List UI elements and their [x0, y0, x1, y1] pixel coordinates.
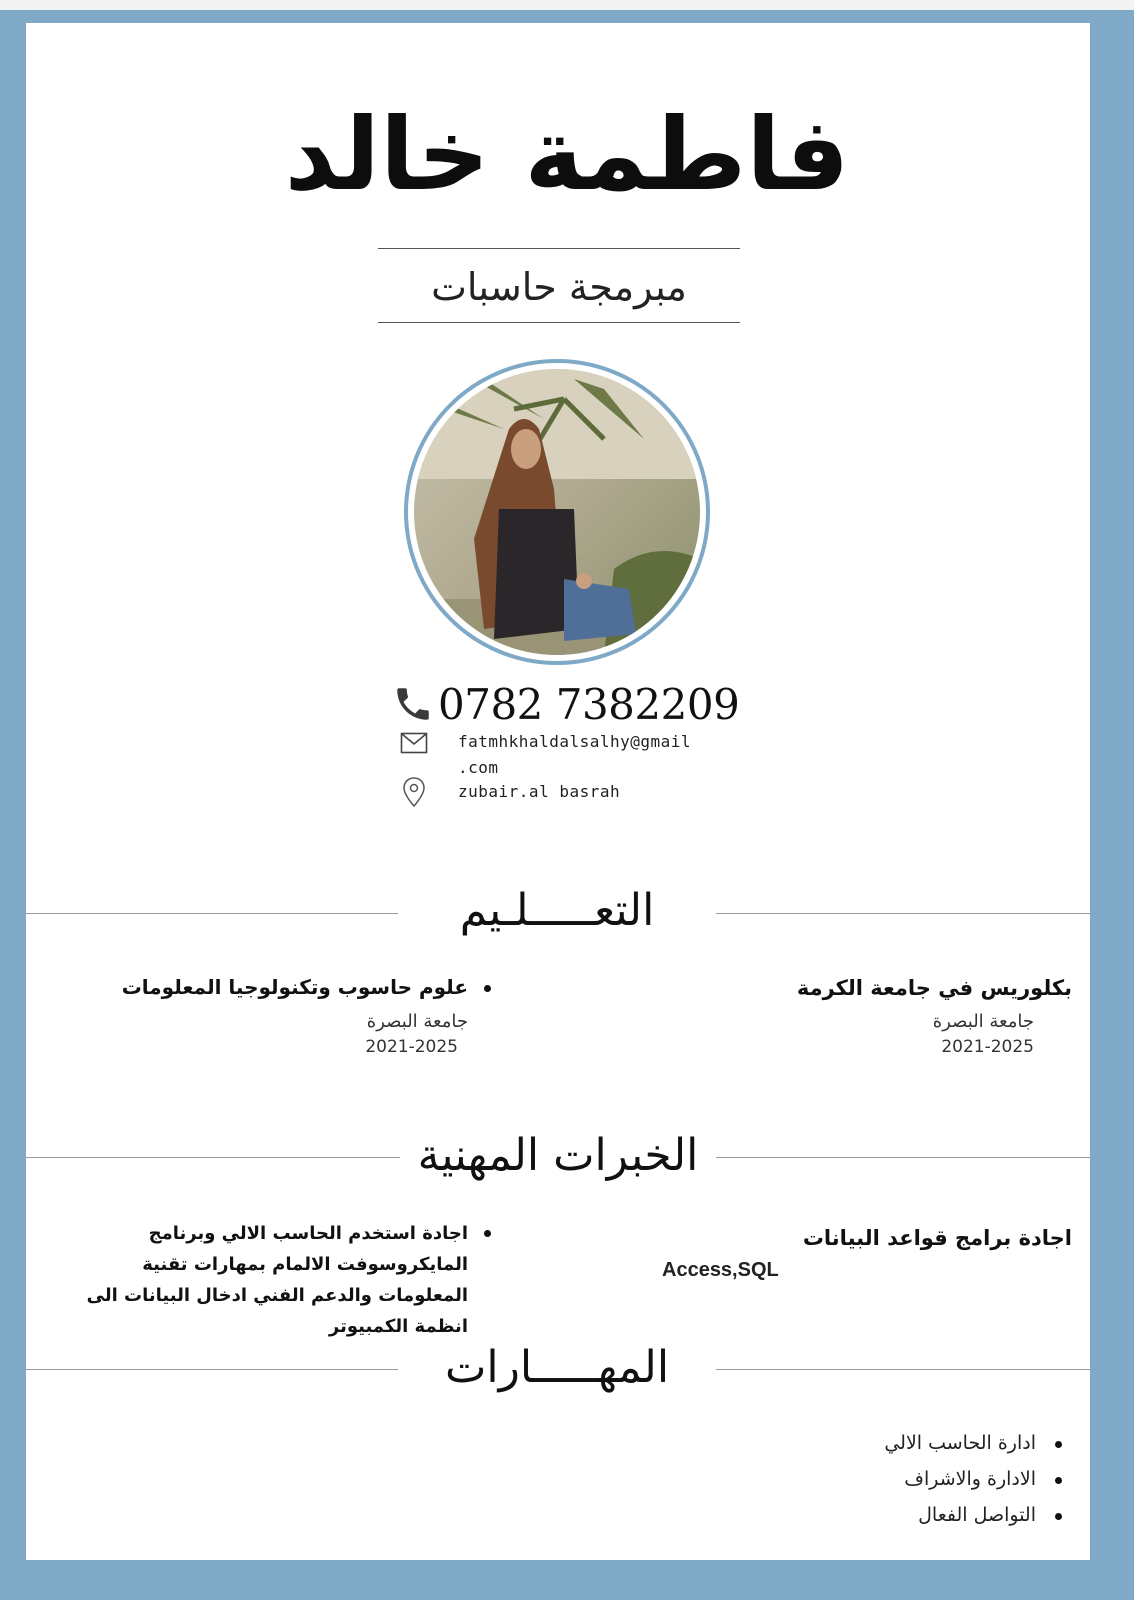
education-degree: بكلوريس في جامعة الكرمة — [796, 976, 1072, 1000]
mail-icon — [400, 732, 428, 754]
experience-tools: Access,SQL — [662, 1259, 779, 1281]
phone-icon — [392, 683, 434, 725]
location-text: zubair.al basrah — [458, 782, 621, 801]
job-title: مبرمجة حاسبات — [431, 265, 687, 309]
skills-heading: المهـــــارات — [398, 1338, 716, 1398]
bullet-icon — [1055, 1441, 1062, 1448]
bullet-icon — [484, 985, 491, 992]
education-university: جامعة البصرة — [932, 1011, 1034, 1032]
skill-item: الادارة والاشراف — [904, 1468, 1036, 1490]
location-pin-icon — [402, 776, 426, 808]
experience-line: اجادة استخدم الحاسب الالي وبرنامج — [148, 1223, 468, 1244]
experience-divider-left — [26, 1157, 400, 1158]
skill-item: التواصل الفعال — [918, 1504, 1036, 1526]
bullet-icon — [1055, 1477, 1062, 1484]
education-heading: التعـــــلـيم — [398, 881, 716, 941]
skill-item: ادارة الحاسب الالي — [884, 1432, 1036, 1454]
education-major-years: 2021-2025 — [365, 1037, 458, 1057]
title-bottom-rule — [378, 322, 740, 323]
bullet-icon — [1055, 1513, 1062, 1520]
phone-number[interactable]: 0782 7382209 — [438, 679, 740, 729]
education-major: علوم حاسوب وتكنولوجيا المعلومات — [121, 975, 468, 999]
experience-description — [28, 1218, 468, 1342]
email-line-1[interactable]: fatmhkhaldalsalhy@gmail — [458, 732, 692, 751]
skills-divider-left — [26, 1369, 398, 1370]
skills-divider-right — [716, 1369, 1090, 1370]
bullet-icon — [484, 1230, 491, 1237]
education-divider-left — [26, 913, 398, 914]
candidate-name: فاطمة خالد — [284, 96, 850, 213]
phone-row — [392, 676, 739, 732]
education-divider-right — [716, 913, 1090, 914]
education-years: 2021-2025 — [941, 1037, 1034, 1057]
experience-line: المايكروسوفت الالمام بمهارات تقنية — [142, 1254, 468, 1275]
title-top-rule — [378, 248, 740, 249]
profile-photo — [414, 369, 700, 655]
experience-databases: اجادة برامج قواعد البيانات — [802, 1226, 1072, 1250]
experience-heading: الخبرات المهنية — [400, 1126, 716, 1186]
experience-line: انظمة الكمبيوتر — [328, 1316, 468, 1337]
experience-divider-right — [716, 1157, 1090, 1158]
education-major-university: جامعة البصرة — [366, 1011, 468, 1032]
experience-line: المعلومات والدعم الفني ادخال البيانات الى — [86, 1285, 468, 1306]
email-line-2[interactable]: .com — [458, 758, 499, 777]
